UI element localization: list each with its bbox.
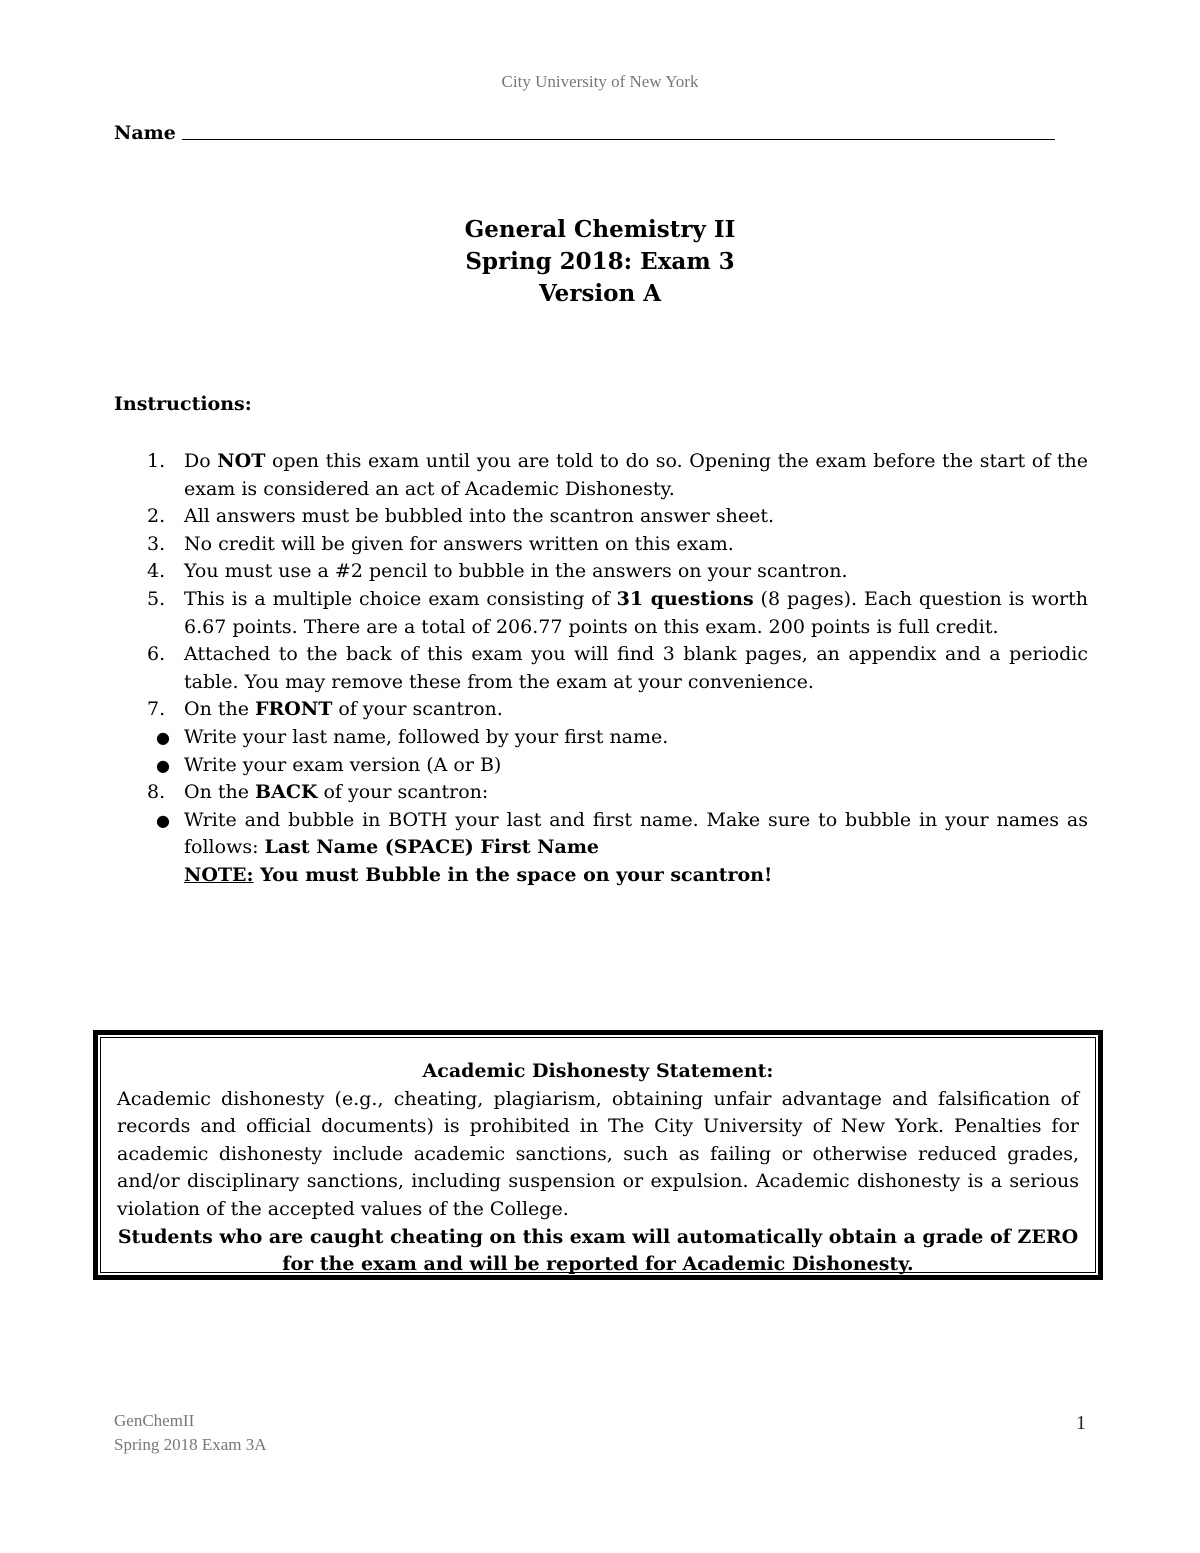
instruction-item: 7. On the FRONT of your scantron. — [147, 698, 503, 721]
instruction-item: 6. Attached to the back of this exam you will find 3 blank pages, an appendix and a periodic table. You may remove these from the exam at your convenience. — [147, 643, 1088, 693]
dishonesty-body: Academic dishonesty (e.g., cheating, plagiarism, obtaining unfair advantage and falsification of records and official documents) is prohibited in The City University of New York. Penalties for academic dishonesty include academic sanctions, such as failing or otherwise reduced grades, and/or disciplinary sanctions, including suspension or expulsion. Academic dishonesty is a serious violation of the accepted values of the College. — [117, 1087, 1079, 1220]
instruction-item: 2. All answers must be bubbled into the scantron answer sheet. — [147, 505, 775, 528]
instruction-item: 5. This is a multiple choice exam consisting of 31 questions (8 pages). Each question is worth 6.67 points. There are a total of 206.77 points on this exam. 200 points is full credit. — [147, 587, 1088, 638]
exam-title-block — [0, 214, 1200, 310]
name-field — [114, 122, 1055, 144]
course-title: General Chemistry II — [464, 216, 736, 243]
bullet-icon: ● — [156, 755, 170, 775]
exam-version: Version A — [538, 280, 662, 307]
instruction-sublist — [114, 724, 1088, 779]
instruction-sublist — [114, 807, 1088, 862]
academic-dishonesty-box — [93, 1030, 1103, 1280]
footer-exam: Spring 2018 Exam 3A — [114, 1435, 267, 1454]
instruction-item: 1. Do NOT open this exam until you are told to do so. Opening the exam before the start of the exam is considered an act of Academic Dishonesty. — [147, 450, 1088, 500]
instruction-item: 4. You must use a #2 pencil to bubble in the answers on your scantron. — [147, 560, 848, 583]
bullet-icon: ● — [156, 727, 170, 747]
dishonesty-warning: Students who are caught cheating on this exam will automatically obtain a grade of ZERO for the exam and will be reported for Academic Dishonesty. — [117, 1225, 1079, 1276]
instruction-item: 8. On the BACK of your scantron: — [147, 781, 489, 804]
exam-title: Spring 2018: Exam 3 — [465, 248, 735, 275]
scantron-note: NOTE: You must Bubble in the space on your scantron! — [184, 863, 773, 886]
name-label: Name — [114, 122, 176, 144]
page-footer — [114, 1409, 267, 1457]
instructions-list — [114, 448, 1088, 890]
bullet-icon: ● — [156, 810, 170, 830]
page-header: City University of New York — [501, 72, 699, 91]
instruction-item: 3. No credit will be given for answers written on this exam. — [147, 532, 734, 555]
bullet-item: ● Write your last name, followed by your first name. — [114, 724, 1088, 752]
page-number: 1 — [1076, 1412, 1086, 1434]
bullet-item: ● Write and bubble in BOTH your last and first name. Make sure to bubble in your names as follows: Last Name (SPACE) First Name — [156, 808, 1088, 859]
name-blank-line — [182, 139, 1055, 140]
dishonesty-title: Academic Dishonesty Statement: — [422, 1060, 774, 1082]
bullet-item: ● Write your exam version (A or B) — [114, 752, 1088, 780]
footer-course: GenChemII — [114, 1411, 195, 1430]
instructions-heading: Instructions: — [114, 393, 252, 415]
